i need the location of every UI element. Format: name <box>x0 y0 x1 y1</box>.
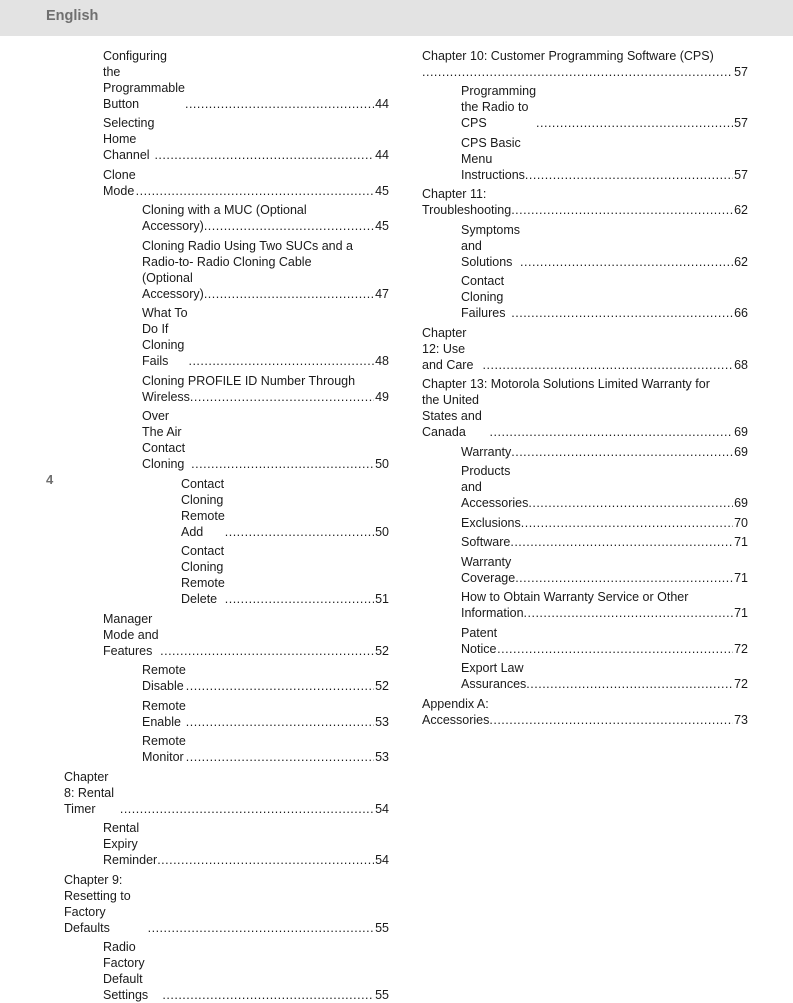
toc-leader-dots <box>204 218 374 234</box>
toc-page-number: 50 <box>375 524 389 539</box>
toc-page-number: 50 <box>375 457 389 471</box>
toc-entry[interactable] <box>64 820 389 868</box>
toc-leader-dots <box>120 801 374 817</box>
toc-page-number: 55 <box>375 920 389 935</box>
toc-leader-dots <box>528 495 733 511</box>
toc-entry-title: Rental Expiry Reminder <box>103 821 158 867</box>
toc-entry[interactable] <box>422 325 748 373</box>
toc-entry-title: Warranty <box>461 444 512 459</box>
toc-page-number: 45 <box>375 219 389 233</box>
toc-entry-last-line <box>461 605 748 621</box>
toc-right-column <box>422 44 748 728</box>
toc-entry-title: Remote Monitor <box>142 734 186 764</box>
toc-entry-title: the United States and Canada <box>422 393 482 439</box>
toc-entry[interactable] <box>64 115 389 163</box>
toc-entry-last-line <box>422 392 748 440</box>
toc-entry[interactable] <box>422 625 748 657</box>
toc-page-number: 54 <box>375 801 389 816</box>
toc-entry-title: Accessory) <box>142 219 204 233</box>
toc-page-number: 71 <box>734 606 748 620</box>
toc-entry[interactable] <box>64 305 389 369</box>
toc-leader-dots <box>497 641 733 657</box>
toc-leader-dots <box>489 712 733 728</box>
toc-leader-dots <box>204 286 374 302</box>
toc-entry-title: Software <box>461 535 511 549</box>
toc-page-number: 47 <box>375 286 389 301</box>
toc-page-number: 52 <box>375 679 389 693</box>
toc-entry[interactable] <box>422 534 748 550</box>
toc-entry-title: Clone Mode <box>103 167 136 198</box>
toc-entry[interactable] <box>64 698 389 730</box>
toc-entry-title: Warranty Coverage <box>461 554 516 585</box>
toc-leader-dots <box>186 714 374 730</box>
toc-entry-title: Manager Mode and Features <box>103 611 159 658</box>
toc-entry[interactable] <box>64 939 389 1003</box>
toc-entry-title: Wireless <box>142 389 190 404</box>
toc-page-number: 69 <box>734 444 748 459</box>
toc-leader-dots <box>511 202 733 218</box>
toc-entry-title: Products and Accessories <box>461 464 529 510</box>
toc-leader-dots <box>136 183 374 199</box>
toc-entry-title: Contact Cloning Remote Add <box>181 476 225 539</box>
toc-leader-dots <box>154 147 374 163</box>
toc-left-column <box>64 44 389 1003</box>
toc-entry-title-line: Chapter 13: Motorola Solutions Limited Warranty for <box>422 377 710 391</box>
toc-page-number: 52 <box>375 643 389 658</box>
toc-leader-dots <box>191 456 374 472</box>
page-header <box>0 0 793 36</box>
toc-entry[interactable] <box>64 662 389 694</box>
toc-leader-dots <box>148 920 374 936</box>
toc-entry[interactable] <box>422 444 748 460</box>
toc-entry-title: Export Law Assurances <box>461 661 527 691</box>
toc-entry-title: Chapter 8: Rental Timer <box>64 769 115 816</box>
toc-entry-title: (Optional Accessory) <box>142 270 204 301</box>
toc-entry-title: Radio Factory Default Settings <box>103 940 149 1002</box>
toc-entry-title: Contact Cloning Remote Delete <box>181 544 225 606</box>
toc-page-number: 69 <box>734 496 748 510</box>
toc-page-number: 53 <box>375 750 389 764</box>
toc-page-number: 71 <box>734 570 748 585</box>
toc-entry[interactable] <box>422 222 748 270</box>
toc-page-number: 70 <box>734 515 748 530</box>
toc-entry-title: Programming the Radio to CPS <box>461 84 537 130</box>
toc-leader-dots <box>536 115 733 131</box>
toc-entry-title: Chapter 12: Use and Care <box>422 325 474 372</box>
language-label: English <box>46 8 99 24</box>
toc-entry-title: Selecting Home Channel <box>103 116 155 162</box>
toc-entry-last-line <box>142 218 389 234</box>
toc-entry-title-line: How to Obtain Warranty Service or Other <box>461 590 689 604</box>
toc-page-number: 44 <box>375 148 389 162</box>
toc-entry-title: Symptoms and Solutions <box>461 222 521 269</box>
toc-leader-dots <box>483 357 734 373</box>
toc-entry-title: Remote Disable <box>142 663 186 693</box>
toc-page-number: 53 <box>375 714 389 729</box>
toc-entry-title: Remote Enable <box>142 698 186 729</box>
toc-entry[interactable] <box>422 463 748 511</box>
page-number: 4 <box>46 472 54 487</box>
toc-entry[interactable] <box>64 476 389 540</box>
toc-page-number: 45 <box>375 183 389 198</box>
toc-entry[interactable] <box>422 186 748 218</box>
toc-leader-dots <box>186 749 374 765</box>
toc-leader-dots <box>160 643 374 659</box>
toc-page-number: 71 <box>734 535 748 549</box>
toc-page-number: 49 <box>375 389 389 404</box>
toc-entry[interactable] <box>422 554 748 586</box>
toc-entry-title: Configuring the Programmable Button <box>103 48 185 111</box>
toc-entry[interactable] <box>64 769 389 817</box>
toc-leader-dots <box>225 524 374 540</box>
toc-leader-dots <box>186 678 374 694</box>
toc-entry[interactable] <box>422 696 748 728</box>
toc-page-number: 72 <box>734 641 748 656</box>
toc-leader-dots <box>515 570 733 586</box>
toc-entry[interactable] <box>64 48 389 112</box>
toc-leader-dots <box>190 389 374 405</box>
toc-page-number: 73 <box>734 712 748 727</box>
toc-page-number: 72 <box>734 677 748 691</box>
toc-entry[interactable] <box>64 733 389 765</box>
toc-leader-dots <box>525 167 733 183</box>
toc-entry[interactable] <box>422 660 748 692</box>
toc-entry[interactable] <box>64 238 389 302</box>
toc-entry[interactable] <box>422 135 748 183</box>
toc-leader-dots <box>185 96 374 112</box>
toc-page-number: 66 <box>734 306 748 320</box>
toc-entry-title: Over The Air Contact Cloning <box>142 409 186 471</box>
toc-entry[interactable] <box>422 515 748 531</box>
toc-page-number: 57 <box>734 64 748 79</box>
toc-page-number: 48 <box>375 354 389 368</box>
toc-entry[interactable] <box>422 48 748 80</box>
toc-leader-dots <box>157 852 374 868</box>
toc-entry[interactable] <box>64 373 389 405</box>
toc-entry[interactable] <box>64 543 389 607</box>
toc-entry[interactable] <box>64 872 389 936</box>
toc-entry[interactable] <box>422 589 748 621</box>
toc-leader-dots <box>510 534 733 550</box>
toc-entry-title-line: Cloning PROFILE ID Number Through <box>142 373 356 388</box>
toc-leader-dots <box>524 605 734 621</box>
toc-leader-dots <box>162 987 374 1003</box>
toc-entry-last-line <box>142 389 389 405</box>
toc-entry-title: Contact Cloning Failures <box>461 274 506 320</box>
toc-leader-dots <box>188 353 374 369</box>
toc-page-number: 62 <box>734 203 748 217</box>
toc-entry-title-line: Chapter 10: Customer Programming Software (CPS) <box>422 48 714 63</box>
toc-entry-last-line <box>422 64 748 80</box>
toc-entry[interactable] <box>422 83 748 131</box>
toc-entry-last-line <box>142 270 389 302</box>
toc-page-number: 62 <box>734 254 748 269</box>
toc-leader-dots <box>490 424 734 440</box>
toc-entry-title: Chapter 9: Resetting to Factory Defaults <box>64 872 131 935</box>
toc-page-number: 69 <box>734 425 748 439</box>
toc-entry[interactable] <box>422 376 748 440</box>
toc-entry[interactable] <box>64 408 389 472</box>
toc-page-number: 57 <box>734 167 748 182</box>
toc-entry-title: CPS Basic Menu Instructions <box>461 135 525 182</box>
toc-entry[interactable] <box>64 167 389 199</box>
toc-page-number: 44 <box>375 96 389 111</box>
toc-entry-title: Appendix A: Accessories <box>422 696 490 727</box>
toc-leader-dots <box>225 591 374 607</box>
toc-entry-title: Patent Notice <box>461 625 498 656</box>
toc-entry-title-line: Cloning with a MUC (Optional <box>142 203 307 217</box>
toc-page-number: 51 <box>375 592 389 606</box>
toc-leader-dots <box>511 444 733 460</box>
toc-leader-dots <box>521 515 733 531</box>
toc-entry-title: Exclusions <box>461 515 521 530</box>
toc-leader-dots <box>422 64 733 80</box>
toc-entry-title: What To Do If Cloning Fails <box>142 306 188 368</box>
toc-entry-title-line: Radio-to- Radio Cloning Cable <box>142 254 312 269</box>
toc-entry-title: Information <box>461 606 524 620</box>
toc-entry[interactable] <box>64 202 389 234</box>
toc-entry[interactable] <box>64 611 389 659</box>
toc-entry-title-line: Cloning Radio Using Two SUCs and a <box>142 238 353 253</box>
toc-page-number: 54 <box>375 853 389 867</box>
toc-page-number: 55 <box>375 988 389 1002</box>
toc-leader-dots <box>520 254 733 270</box>
toc-leader-dots <box>526 676 733 692</box>
toc-page-number: 68 <box>734 357 748 372</box>
toc-leader-dots <box>511 305 733 321</box>
toc-entry-title: Chapter 11: Troubleshooting <box>422 187 512 217</box>
toc-entry[interactable] <box>422 273 748 321</box>
toc-page-number: 57 <box>734 116 748 130</box>
